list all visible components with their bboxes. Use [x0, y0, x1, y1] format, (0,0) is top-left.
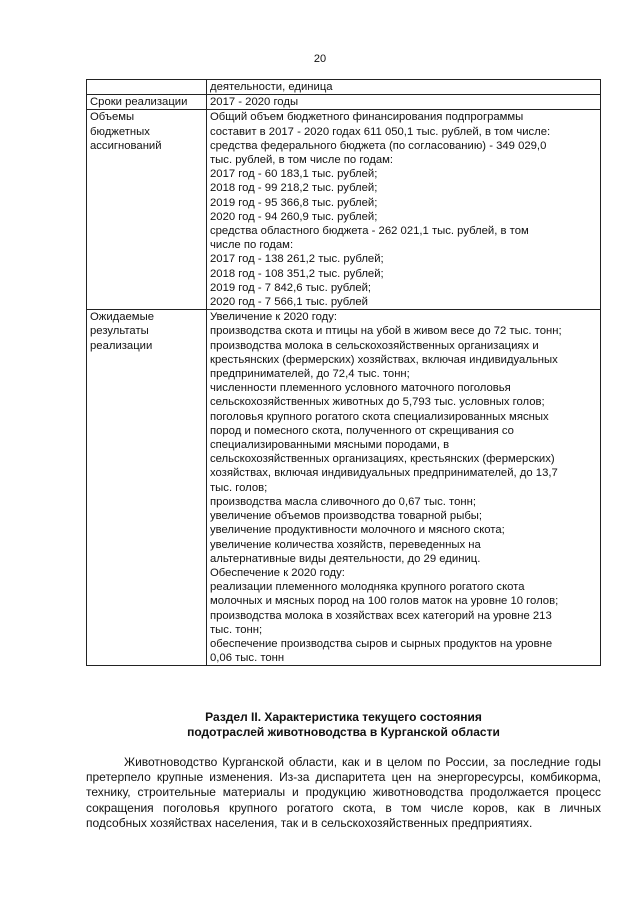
row-value-line: производства молока в хозяйствах всех категорий на уровне 213: [210, 609, 552, 622]
row-value-line: деятельности, единица: [210, 81, 333, 93]
row-value-line: обеспечение производства сыров и сырных продуктов на уровне: [210, 637, 553, 650]
paragraph-line: подсобных хозяйствах населения, так и в сельскохозяйственных предприятиях.: [86, 815, 533, 830]
page-number: 20: [313, 53, 327, 65]
row-value-line: альтернативные виды деятельности, до 29 единиц.: [210, 552, 481, 565]
row-value-line: тыс. рублей, в том числе по годам:: [210, 154, 394, 167]
row-label-line: ассигнований: [90, 139, 162, 152]
row-value-line: крестьянских (фермерских) хозяйствах, включая индивидуальных: [210, 353, 558, 366]
row-value-line: увеличение объемов производства товарной рыбы;: [210, 510, 483, 523]
row-value-line: 2020 год - 7 566,1 тыс. рублей: [210, 296, 368, 309]
row-value-line: средства федерального бюджета (по согласованию) - 349 029,0: [210, 139, 547, 152]
row-label-line: реализации: [90, 339, 153, 352]
row-value-line: тыс. тонн;: [210, 623, 263, 636]
table-body: [87, 80, 601, 666]
row-value-line: предпринимателей, до 72,4 тыс. тонн;: [210, 368, 410, 381]
row-value-cell: [207, 310, 601, 666]
row-value-line: численности племенного условного маточного поголовья: [210, 382, 511, 395]
row-label-line: Ожидаемые: [90, 311, 154, 324]
section-heading: [86, 710, 601, 740]
row-label-cell: [87, 80, 207, 95]
row-label-line: результаты: [90, 325, 149, 338]
row-value-line: средства областного бюджета - 262 021,1 тыс. рублей, в том: [210, 225, 529, 238]
row-label-cell: [87, 110, 207, 310]
row-value-line: 2017 год - 138 261,2 тыс. рублей;: [210, 253, 384, 266]
row-value-line: производства скота и птицы на убой в живом весе до 72 тыс. тонн;: [210, 325, 562, 338]
table-row: [87, 110, 601, 310]
row-label-cell: [87, 310, 207, 666]
row-label-cell: [87, 95, 207, 110]
row-value-cell: [207, 95, 601, 110]
row-value-line: числе по годам:: [210, 239, 294, 252]
row-value-line: 2018 год - 108 351,2 тыс. рублей;: [210, 267, 384, 280]
row-value-line: увеличение количества хозяйств, переведенных на: [210, 538, 481, 551]
paragraph-line: Животноводство Курганской области, как и в целом по России, за последние годы: [124, 755, 601, 769]
table-row: [87, 310, 601, 666]
paragraph-line: претерпело крупные изменения. Из-за диспаритета цен на энергоресурсы, комбикорма,: [86, 770, 601, 785]
row-value-cell: [207, 110, 601, 310]
body-paragraph: [86, 755, 601, 831]
row-value-line: 2017 - 2020 годы: [210, 96, 299, 109]
row-value-line: специализированными мясными породами, в: [210, 439, 450, 452]
table-row: [87, 95, 601, 110]
row-value-line: реализации племенного молодняка крупного рогатого скота: [210, 581, 525, 594]
table-row: [87, 80, 601, 95]
row-label-line: Сроки реализации: [90, 96, 188, 109]
row-label-line: Объемы: [90, 111, 135, 124]
row-value-line: тыс. голов;: [210, 481, 268, 494]
row-value-line: 0,06 тыс. тонн: [210, 652, 285, 665]
program-passport-table: [86, 79, 601, 666]
row-value-cell: [207, 80, 601, 95]
row-value-line: молочных и мясных пород на 100 голов маток на уровне 10 голов;: [210, 595, 559, 608]
row-value-line: 2018 год - 99 218,2 тыс. рублей;: [210, 182, 378, 195]
row-value-line: пород и помесного скота, полученного от скрещивания со: [210, 424, 514, 437]
section-heading-line-2: подотраслей животноводства в Курганской области: [187, 725, 500, 739]
paragraph-line: технику, строительные материалы и продукцию животноводства продолжается процесс: [86, 785, 601, 800]
row-value-line: хозяйствах, включая индивидуальных предпринимателей, до 13,7: [210, 467, 558, 480]
row-value-line: 2019 год - 95 366,8 тыс. рублей;: [210, 196, 378, 209]
row-value-line: производства молока в сельскохозяйственных организациях и: [210, 339, 539, 352]
row-value-line: поголовья крупного рогатого скота специализированных мясных: [210, 410, 549, 423]
row-value-line: Общий объем бюджетного финансирования подпрограммы: [210, 111, 524, 124]
paragraph-line: сокращения поголовья крупного рогатого скота, в том числе коров, как в личных: [86, 800, 601, 815]
row-value-line: Обеспечение к 2020 году:: [210, 566, 345, 579]
row-value-line: Увеличение к 2020 году:: [210, 311, 338, 324]
row-value-line: сельскохозяйственных животных до 5,793 тыс. условных голов;: [210, 396, 545, 409]
row-label-line: бюджетных: [90, 125, 150, 138]
row-value-line: 2019 год - 7 842,6 тыс. рублей;: [210, 281, 372, 294]
row-value-line: составит в 2017 - 2020 годах 611 050,1 тыс. рублей, в том числе:: [210, 125, 551, 138]
row-value-line: сельскохозяйственных организациях, крестьянских (фермерских): [210, 453, 555, 466]
section-heading-line-1: Раздел II. Характеристика текущего состояния: [205, 710, 482, 724]
row-value-line: увеличение продуктивности молочного и мясного скота;: [210, 524, 505, 537]
row-value-line: 2020 год - 94 260,9 тыс. рублей;: [210, 210, 378, 223]
row-value-line: производства масла сливочного до 0,67 тыс. тонн;: [210, 495, 476, 508]
row-value-line: 2017 год - 60 183,1 тыс. рублей;: [210, 168, 378, 181]
